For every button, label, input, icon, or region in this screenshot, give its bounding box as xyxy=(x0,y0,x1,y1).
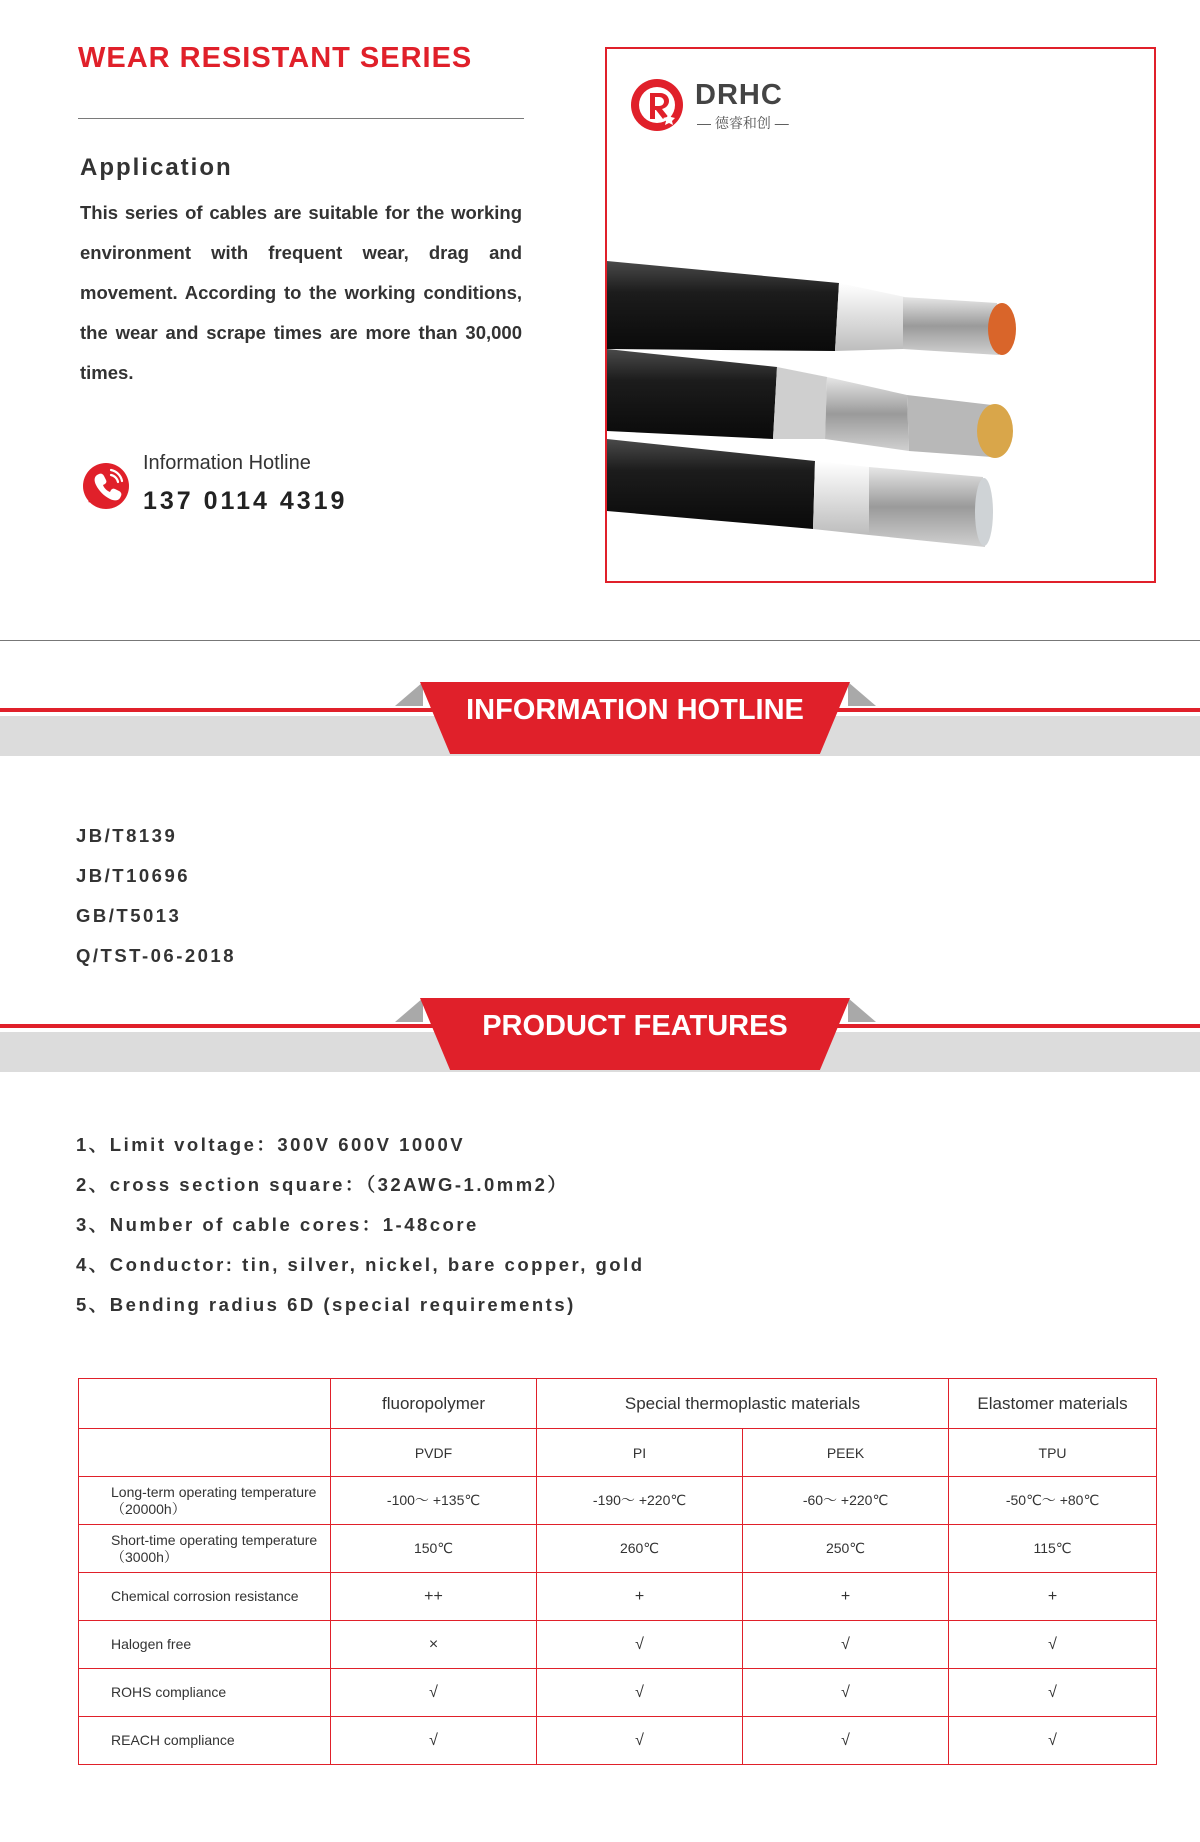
table-cell: 150℃ xyxy=(331,1525,537,1573)
table-cell: + xyxy=(743,1573,949,1621)
feature-item: 4、Conductor: tin, silver, nickel, bare copper, gold xyxy=(76,1254,645,1275)
table-material-header: PI xyxy=(537,1429,743,1477)
table-row xyxy=(79,1573,1157,1621)
table-cell: √ xyxy=(331,1669,537,1717)
table-cell: √ xyxy=(743,1669,949,1717)
table-group-header-row xyxy=(79,1379,1157,1429)
material-spec-table xyxy=(78,1378,1157,1765)
table-cell: -50℃～ +80℃ xyxy=(949,1477,1157,1525)
hotline-label: Information Hotline xyxy=(143,452,311,474)
table-material-header: PEEK xyxy=(743,1429,949,1477)
table-material-header: TPU xyxy=(949,1429,1157,1477)
drhc-logo-icon xyxy=(629,77,685,133)
table-row-label: ROHS compliance xyxy=(79,1669,331,1717)
table-material-header-row xyxy=(79,1429,1157,1477)
standard-item: GB/T5013 xyxy=(76,905,182,926)
table-cell: √ xyxy=(537,1717,743,1765)
table-group-header: Elastomer materials xyxy=(949,1379,1157,1429)
table-cell: -190～ +220℃ xyxy=(537,1477,743,1525)
table-cell: √ xyxy=(331,1717,537,1765)
table-row xyxy=(79,1621,1157,1669)
table-row xyxy=(79,1669,1157,1717)
standard-item: JB/T10696 xyxy=(76,865,191,886)
product-features-title: PRODUCT FEATURES xyxy=(482,1010,788,1042)
table-cell: -60～ +220℃ xyxy=(743,1477,949,1525)
table-group-header: fluoropolymer xyxy=(331,1379,537,1429)
series-title: WEAR RESISTANT SERIES xyxy=(78,42,473,74)
feature-item: 3、Number of cable cores：1-48core xyxy=(76,1214,479,1235)
product-features-banner xyxy=(0,996,1200,1078)
table-cell: × xyxy=(331,1621,537,1669)
cables-illustration xyxy=(607,199,1156,583)
table-cell: -100～ +135℃ xyxy=(331,1477,537,1525)
features-list xyxy=(76,1125,645,1325)
application-text: This series of cables are suitable for the working environment with frequent wear, drag and movement. According to the working conditions, the wear and scrape times are more than 30,000 times. xyxy=(80,202,522,383)
standard-item: JB/T8139 xyxy=(76,825,178,846)
table-cell: √ xyxy=(949,1669,1157,1717)
product-image-frame xyxy=(605,47,1156,583)
table-cell: √ xyxy=(537,1621,743,1669)
information-hotline-title: INFORMATION HOTLINE xyxy=(466,694,804,726)
table-cell: √ xyxy=(537,1669,743,1717)
title-divider xyxy=(78,118,524,119)
standard-item: Q/TST-06-2018 xyxy=(76,945,237,966)
table-row-label: Short-time operating temperature（3000h） xyxy=(79,1525,331,1573)
table-row xyxy=(79,1717,1157,1765)
application-heading: Application xyxy=(80,154,233,181)
section-divider xyxy=(0,640,1200,641)
phone-icon xyxy=(82,462,130,510)
table-cell: √ xyxy=(949,1621,1157,1669)
table-cell: ++ xyxy=(331,1573,537,1621)
feature-item: 1、Limit voltage：300V 600V 1000V xyxy=(76,1134,466,1155)
table-cell: 260℃ xyxy=(537,1525,743,1573)
table-cell: + xyxy=(537,1573,743,1621)
table-material-header: PVDF xyxy=(331,1429,537,1477)
table-cell: √ xyxy=(743,1621,949,1669)
brand-name: DRHC xyxy=(695,79,783,111)
table-cell: + xyxy=(949,1573,1157,1621)
table-row-label: Chemical corrosion resistance xyxy=(79,1573,331,1621)
table-row xyxy=(79,1525,1157,1573)
feature-item: 2、cross section square：（32AWG-1.0mm2） xyxy=(76,1174,569,1195)
hotline-number[interactable]: 137 0114 4319 xyxy=(143,487,348,515)
table-corner-cell xyxy=(79,1429,331,1477)
table-row-label: Halogen free xyxy=(79,1621,331,1669)
feature-item: 5、Bending radius 6D (special requirements) xyxy=(76,1294,576,1315)
table-cell: √ xyxy=(949,1717,1157,1765)
table-row-label: Long-term operating temperature（20000h） xyxy=(79,1477,331,1525)
table-group-header: Special thermoplastic materials xyxy=(537,1379,949,1429)
table-row-label: REACH compliance xyxy=(79,1717,331,1765)
table-row xyxy=(79,1477,1157,1525)
information-hotline-banner xyxy=(0,680,1200,762)
standards-list xyxy=(76,816,236,976)
table-cell: 250℃ xyxy=(743,1525,949,1573)
brand-subtitle: — 德睿和创 — xyxy=(697,115,789,131)
table-corner-cell xyxy=(79,1379,331,1429)
table-cell: √ xyxy=(743,1717,949,1765)
table-cell: 115℃ xyxy=(949,1525,1157,1573)
